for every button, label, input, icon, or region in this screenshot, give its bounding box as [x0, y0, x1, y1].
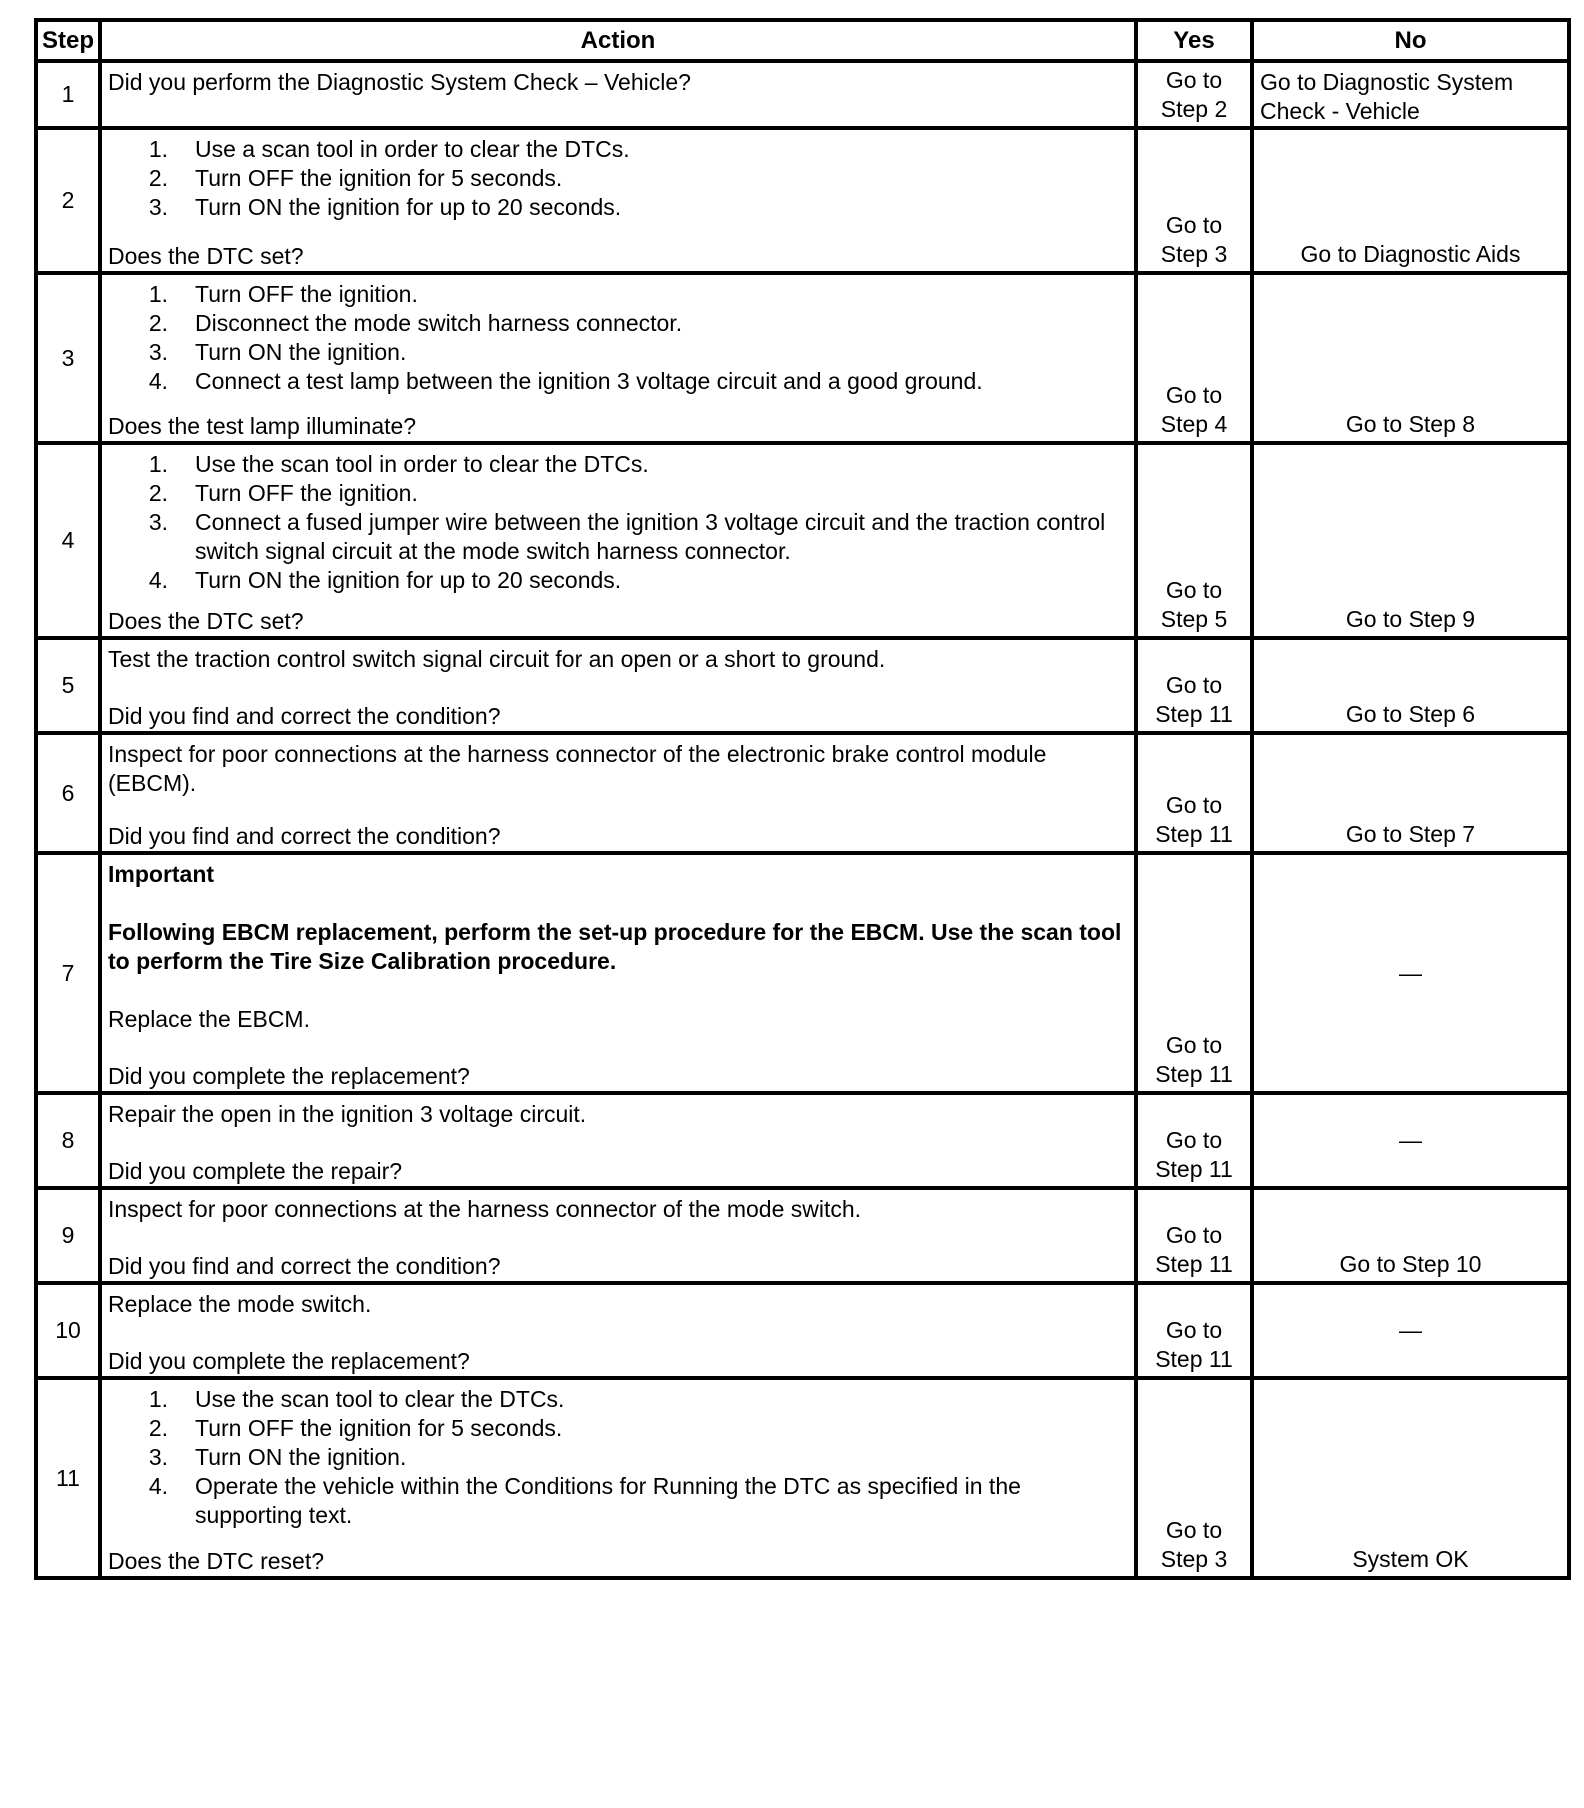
- procedure-item-text: Turn ON the ignition for up to 20 seconds.: [195, 194, 622, 220]
- action-instruction: Replace the EBCM.: [108, 1006, 310, 1032]
- yes-cell: [1136, 273, 1252, 443]
- procedure-item-text: Turn OFF the ignition.: [195, 281, 418, 307]
- action-body: [108, 1100, 1128, 1129]
- no-action: Go to Step 8: [1345, 411, 1476, 437]
- action-cell: [100, 638, 1136, 733]
- table-row: [36, 853, 1569, 1093]
- step-number: 1: [36, 61, 100, 128]
- action-question: Did you complete the replacement?: [108, 1348, 470, 1374]
- step-number: 3: [36, 273, 100, 443]
- yes-action: Go to Step 3: [1160, 212, 1228, 267]
- no-cell: [1252, 1188, 1569, 1283]
- no-action: Go to Step 10: [1339, 1251, 1482, 1277]
- table-row: [36, 1093, 1569, 1188]
- no-action: Go to Step 9: [1345, 606, 1476, 632]
- procedure-list: [108, 450, 1128, 595]
- procedure-list: [108, 1385, 1128, 1530]
- step-number: 11: [36, 1378, 100, 1578]
- procedure-item: [108, 479, 1128, 508]
- table-row: [36, 638, 1569, 733]
- yes-cell: [1136, 1378, 1252, 1578]
- no-cell: [1252, 638, 1569, 733]
- procedure-item-number: 2.: [148, 480, 168, 506]
- procedure-item-text: Turn ON the ignition for up to 20 seconds.: [195, 567, 622, 593]
- yes-action: Go to Step 11: [1155, 792, 1233, 847]
- no-action: Go to Step 7: [1345, 821, 1476, 847]
- action-body: [108, 135, 1128, 222]
- action-question: Does the test lamp illuminate?: [108, 413, 417, 439]
- action-instruction: Inspect for poor connections at the harness connector of the electronic brake control module (EBCM).: [108, 741, 1047, 796]
- action-cell: [100, 443, 1136, 638]
- procedure-item-text: Operate the vehicle within the Conditions for Running the DTC as specified in the supporting text.: [195, 1473, 1021, 1528]
- step-number: 4: [36, 443, 100, 638]
- important-text: Following EBCM replacement, perform the set-up procedure for the EBCM. Use the scan tool to perform the Tire Size Calibration procedure.: [108, 919, 1122, 974]
- action-cell: [100, 1093, 1136, 1188]
- procedure-item: [108, 1443, 1128, 1472]
- step-number: 8: [36, 1093, 100, 1188]
- procedure-item-number: 2.: [148, 1415, 168, 1441]
- action-cell: [100, 853, 1136, 1093]
- yes-action: Go to Step 11: [1155, 1222, 1233, 1277]
- yes-cell: [1136, 1188, 1252, 1283]
- important-label: Important: [108, 861, 215, 887]
- yes-action: Go to Step 4: [1160, 382, 1228, 437]
- yes-cell: [1136, 853, 1252, 1093]
- procedure-item: [108, 1414, 1128, 1443]
- procedure-item-number: 2.: [148, 165, 168, 191]
- action-body: [108, 645, 1128, 674]
- action-instruction: Did you perform the Diagnostic System Check – Vehicle?: [108, 69, 691, 95]
- action-instruction: Inspect for poor connections at the harness connector of the mode switch.: [108, 1196, 862, 1222]
- procedure-item-number: 4.: [148, 567, 168, 593]
- procedure-item-text: Use the scan tool to clear the DTCs.: [195, 1386, 565, 1412]
- yes-action: Go to Step 3: [1160, 1517, 1228, 1572]
- procedure-list: [108, 280, 1128, 396]
- no-cell: [1252, 733, 1569, 853]
- action-question: Does the DTC set?: [108, 608, 304, 634]
- procedure-item: [108, 280, 1128, 309]
- no-action: Go to Diagnostic Aids: [1300, 241, 1521, 267]
- procedure-item-text: Turn ON the ignition.: [195, 339, 407, 365]
- action-cell: [100, 1188, 1136, 1283]
- procedure-item-number: 1.: [148, 1386, 168, 1412]
- no-action-dash: —: [1399, 1317, 1422, 1343]
- procedure-item-number: 3.: [148, 509, 168, 535]
- table-row: [36, 733, 1569, 853]
- procedure-item: [108, 164, 1128, 193]
- yes-cell: [1136, 733, 1252, 853]
- yes-cell: [1136, 638, 1252, 733]
- procedure-item: [108, 193, 1128, 222]
- action-instruction: Repair the open in the ignition 3 voltage circuit.: [108, 1101, 587, 1127]
- action-body: [108, 1385, 1128, 1530]
- header-row: [36, 20, 1569, 61]
- procedure-item-text: Use a scan tool in order to clear the DTCs.: [195, 136, 630, 162]
- action-cell: [100, 1378, 1136, 1578]
- no-cell: [1252, 128, 1569, 273]
- procedure-item: [108, 338, 1128, 367]
- action-body: [108, 860, 1128, 1034]
- procedure-item-text: Turn OFF the ignition.: [195, 480, 418, 506]
- diagnostic-table: [34, 18, 1571, 1580]
- step-number: 5: [36, 638, 100, 733]
- procedure-item: [108, 450, 1128, 479]
- header-no: No: [1252, 20, 1569, 61]
- action-question: Did you complete the replacement?: [108, 1063, 470, 1089]
- action-body: [108, 450, 1128, 595]
- no-action: System OK: [1352, 1546, 1469, 1572]
- yes-action: Go to Step 11: [1155, 1032, 1233, 1087]
- step-number: 9: [36, 1188, 100, 1283]
- yes-action: Go to Step 2: [1160, 67, 1228, 122]
- procedure-item: [108, 1472, 1128, 1530]
- procedure-list: [108, 135, 1128, 222]
- procedure-item-text: Use the scan tool in order to clear the DTCs.: [195, 451, 649, 477]
- no-action: Go to Step 6: [1345, 701, 1476, 727]
- no-cell: [1252, 273, 1569, 443]
- procedure-item-text: Connect a fused jumper wire between the ignition 3 voltage circuit and the traction control switch signal circuit at the mode switch harness connector.: [195, 509, 1106, 564]
- procedure-item: [108, 1385, 1128, 1414]
- action-cell: [100, 1283, 1136, 1378]
- action-body: [108, 68, 1128, 97]
- yes-cell: [1136, 128, 1252, 273]
- action-question: Did you find and correct the condition?: [108, 823, 501, 849]
- table-row: [36, 443, 1569, 638]
- procedure-item-number: 4.: [148, 368, 168, 394]
- procedure-item-number: 3.: [148, 1444, 168, 1470]
- header-yes: Yes: [1136, 20, 1252, 61]
- table-row: [36, 1378, 1569, 1578]
- procedure-item-text: Turn OFF the ignition for 5 seconds.: [195, 1415, 563, 1441]
- table-row: [36, 128, 1569, 273]
- action-instruction: Test the traction control switch signal circuit for an open or a short to ground.: [108, 646, 886, 672]
- procedure-item-number: 3.: [148, 339, 168, 365]
- procedure-item-number: 3.: [148, 194, 168, 220]
- table-row: [36, 61, 1569, 128]
- no-cell: [1252, 853, 1569, 1093]
- no-cell: [1252, 1093, 1569, 1188]
- yes-action: Go to Step 11: [1155, 1317, 1233, 1372]
- yes-cell: [1136, 61, 1252, 128]
- yes-action: Go to Step 5: [1160, 577, 1228, 632]
- yes-cell: [1136, 1093, 1252, 1188]
- step-number: 6: [36, 733, 100, 853]
- procedure-item: [108, 309, 1128, 338]
- no-action: Go to Diagnostic System Check - Vehicle: [1260, 69, 1514, 124]
- action-body: [108, 1195, 1128, 1224]
- action-body: [108, 280, 1128, 396]
- action-question: Did you complete the repair?: [108, 1158, 403, 1184]
- action-instruction: Replace the mode switch.: [108, 1291, 372, 1317]
- yes-action: Go to Step 11: [1155, 672, 1233, 727]
- action-question: Does the DTC set?: [108, 243, 304, 269]
- procedure-item-number: 1.: [148, 136, 168, 162]
- no-cell: [1252, 443, 1569, 638]
- table-row: [36, 1283, 1569, 1378]
- procedure-item-text: Turn ON the ignition.: [195, 1444, 407, 1470]
- procedure-item: [108, 508, 1128, 566]
- no-cell: [1252, 61, 1569, 128]
- action-cell: [100, 273, 1136, 443]
- step-number: 7: [36, 853, 100, 1093]
- procedure-item-number: 2.: [148, 310, 168, 336]
- procedure-item: [108, 367, 1128, 396]
- procedure-item-number: 1.: [148, 451, 168, 477]
- action-cell: [100, 733, 1136, 853]
- yes-cell: [1136, 443, 1252, 638]
- procedure-item-number: 1.: [148, 281, 168, 307]
- no-action-dash: —: [1399, 1127, 1422, 1153]
- header-action: Action: [100, 20, 1136, 61]
- action-cell: [100, 128, 1136, 273]
- yes-cell: [1136, 1283, 1252, 1378]
- action-question: Did you find and correct the condition?: [108, 1253, 501, 1279]
- table-row: [36, 273, 1569, 443]
- header-step: Step: [36, 20, 100, 61]
- action-cell: [100, 61, 1136, 128]
- procedure-item-number: 4.: [148, 1473, 168, 1499]
- action-question: Did you find and correct the condition?: [108, 703, 501, 729]
- action-question: Does the DTC reset?: [108, 1548, 325, 1574]
- yes-action: Go to Step 11: [1155, 1127, 1233, 1182]
- step-number: 2: [36, 128, 100, 273]
- action-body: [108, 1290, 1128, 1319]
- no-action-dash: —: [1399, 959, 1422, 986]
- action-body: [108, 740, 1128, 798]
- procedure-item-text: Connect a test lamp between the ignition 3 voltage circuit and a good ground.: [195, 368, 983, 394]
- procedure-item-text: Disconnect the mode switch harness connector.: [195, 310, 683, 336]
- no-cell: [1252, 1378, 1569, 1578]
- no-cell: [1252, 1283, 1569, 1378]
- step-number: 10: [36, 1283, 100, 1378]
- procedure-item: [108, 135, 1128, 164]
- procedure-item-text: Turn OFF the ignition for 5 seconds.: [195, 165, 563, 191]
- table-row: [36, 1188, 1569, 1283]
- procedure-item: [108, 566, 1128, 595]
